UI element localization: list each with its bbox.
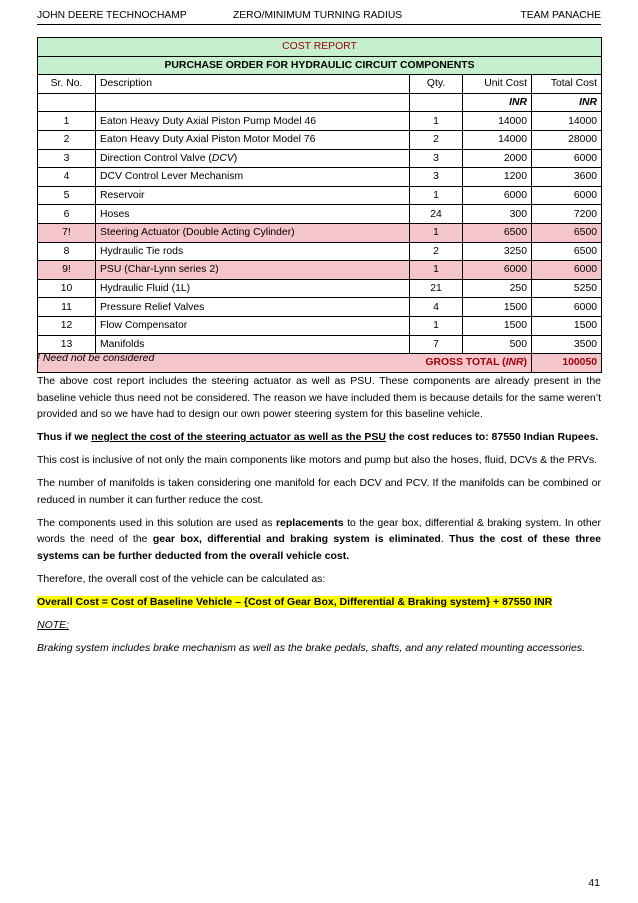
qty-cell: 24: [410, 205, 463, 224]
desc-cell: Eaton Heavy Duty Axial Piston Pump Model 46: [96, 112, 410, 131]
table-row: [38, 242, 602, 261]
desc-cell: Flow Compensator: [96, 316, 410, 335]
qty-cell: 2: [410, 130, 463, 149]
page-number: 41: [588, 877, 600, 889]
para2-underlined: neglect the cost of the steering actuator as well as the PSU: [91, 431, 386, 443]
units-cell: [38, 93, 96, 112]
table-row-excluded: [38, 223, 602, 242]
paragraph-6: Therefore, the overall cost of the vehicle can be calculated as:: [37, 572, 326, 585]
table-row: [38, 130, 602, 149]
para5-bold: replacements: [275, 516, 344, 529]
desc-cell: Hoses: [96, 205, 410, 224]
unit-cell: 14000: [463, 130, 532, 149]
qty-cell: 1: [410, 112, 463, 131]
col-header-sr: Sr. No.: [38, 75, 96, 94]
para5-bold: Thus the cost of these three systems can be further deducted from the overall vehicle cost.: [37, 533, 601, 562]
qty-cell: 21: [410, 279, 463, 298]
unit-cell: 6500: [463, 223, 532, 242]
total-cell: 3600: [532, 168, 602, 187]
note-title: NOTE:: [37, 618, 70, 631]
sr-cell: 3: [38, 149, 96, 168]
cost-report-table: [37, 37, 602, 373]
sr-cell: 4: [38, 168, 96, 187]
gross-label-italic: INR: [505, 357, 524, 369]
header-center: ZERO/MINIMUM TURNING RADIUS: [233, 10, 403, 21]
body-content: [37, 350, 601, 663]
qty-cell: 1: [410, 261, 463, 280]
qty-cell: 3: [410, 168, 463, 187]
total-cell: 6000: [532, 186, 602, 205]
table-row: [38, 186, 602, 205]
sr-cell: 13: [38, 335, 96, 354]
units-cell: INR: [463, 93, 532, 112]
total-cell: 6000: [532, 149, 602, 168]
para5-text: to the gear box, differential & braking system. In other words the need of the: [37, 516, 601, 545]
unit-cell: 1200: [463, 168, 532, 187]
unit-cell: 6000: [463, 186, 532, 205]
footnote: ! Need not be considered: [37, 352, 155, 364]
desc-cell: Pressure Relief Valves: [96, 298, 410, 317]
para2-text: Thus if we: [37, 431, 92, 443]
header-left: JOHN DEERE TECHNOCHAMP: [37, 10, 187, 21]
sr-cell: 12: [38, 316, 96, 335]
qty-cell: 1: [410, 316, 463, 335]
total-cell: 6000: [532, 261, 602, 280]
table-title: COST REPORT: [38, 38, 602, 57]
gross-total-value: 100050: [532, 354, 602, 373]
gross-label-text: ): [523, 357, 527, 369]
table-row: [38, 316, 602, 335]
sr-cell: 6: [38, 205, 96, 224]
unit-cell: 300: [463, 205, 532, 224]
table-subtitle: PURCHASE ORDER FOR HYDRAULIC CIRCUIT COMPONENTS: [38, 56, 602, 75]
total-cell: 6000: [532, 298, 602, 317]
qty-cell: 1: [410, 186, 463, 205]
qty-cell: 4: [410, 298, 463, 317]
total-cell: 6500: [532, 223, 602, 242]
note-text: Braking system includes brake mechanism as well as the brake pedals, shafts, and any related mounting accessories.: [37, 641, 586, 654]
table-row: [38, 149, 602, 168]
col-header-unit: Unit Cost: [463, 75, 532, 94]
para5-text: The components used in this solution are used as: [37, 516, 276, 529]
total-cell: 28000: [532, 130, 602, 149]
total-cell: 5250: [532, 279, 602, 298]
table-row: [38, 298, 602, 317]
desc-cell: Eaton Heavy Duty Axial Piston Motor Model 76: [96, 130, 410, 149]
desc-text: ): [233, 152, 238, 164]
table-row-excluded: [38, 261, 602, 280]
desc-text: Direction Control Valve (: [100, 152, 212, 164]
total-cell: 6500: [532, 242, 602, 261]
col-header-desc: Description: [96, 75, 410, 94]
gross-label-text: GROSS TOTAL (: [425, 357, 506, 369]
desc-cell: Manifolds: [96, 335, 410, 354]
header-right: TEAM PANACHE: [520, 10, 601, 21]
sr-cell: 7!: [38, 223, 96, 242]
paragraph-1: The above cost report includes the steering actuator as well as PSU. These components are already present in the baseline vehicle thus need not be considered. The reason we have included them is because details for the same weren’t provided and so we have had to design our own power steering system for this baseline vehicle.: [37, 375, 601, 420]
total-cell: 7200: [532, 205, 602, 224]
units-cell: [410, 93, 463, 112]
table-row: [38, 112, 602, 131]
sr-cell: 1: [38, 112, 96, 131]
qty-cell: 7: [410, 335, 463, 354]
units-cell: [96, 93, 410, 112]
page-header: [37, 10, 601, 25]
desc-cell: Steering Actuator (Double Acting Cylinder): [96, 223, 410, 242]
desc-cell: Hydraulic Tie rods: [96, 242, 410, 261]
paragraph-3: This cost is inclusive of not only the main components like motors and pump but also the hoses, fluid, DCVs & the PRVs.: [37, 454, 598, 466]
desc-italic: DCV: [211, 152, 234, 164]
paragraph-4: The number of manifolds is taken considering one manifold for each DCV and PCV. If the manifolds can be combined or reduced in number it can further reduce the cost.: [37, 477, 601, 506]
total-cell: 1500: [532, 316, 602, 335]
units-cell: INR: [532, 93, 602, 112]
unit-cell: 2000: [463, 149, 532, 168]
sr-cell: 9!: [38, 261, 96, 280]
unit-cell: 3250: [463, 242, 532, 261]
formula-highlight: Overall Cost = Cost of Baseline Vehicle – {Cost of Gear Box, Differential & Braking system} + 87550 INR: [37, 595, 553, 608]
sr-cell: 11: [38, 298, 96, 317]
table-row: [38, 168, 602, 187]
para2-text: the cost reduces to: 87550 Indian Rupees.: [385, 431, 599, 443]
desc-cell: PSU (Char-Lynn series 2): [96, 261, 410, 280]
qty-cell: 1: [410, 223, 463, 242]
formula-line: [37, 594, 601, 611]
desc-cell: DCV Control Lever Mechanism: [96, 168, 410, 187]
total-cell: 14000: [532, 112, 602, 131]
total-cell: 3500: [532, 335, 602, 354]
sr-cell: 8: [38, 242, 96, 261]
paragraph-2: [37, 429, 601, 446]
col-header-qty: Qty.: [410, 75, 463, 94]
unit-cell: 1500: [463, 316, 532, 335]
unit-cell: 6000: [463, 261, 532, 280]
unit-cell: 250: [463, 279, 532, 298]
desc-cell: Hydraulic Fluid (1L): [96, 279, 410, 298]
paragraph-5: [37, 515, 601, 565]
sr-cell: 5: [38, 186, 96, 205]
qty-cell: 3: [410, 149, 463, 168]
table-row: [38, 279, 602, 298]
desc-cell: Reservoir: [96, 186, 410, 205]
sr-cell: 2: [38, 130, 96, 149]
qty-cell: 2: [410, 242, 463, 261]
unit-cell: 1500: [463, 298, 532, 317]
col-header-total: Total Cost: [532, 75, 602, 94]
unit-cell: 14000: [463, 112, 532, 131]
para5-bold: gear box, differential and braking system is eliminated: [152, 533, 441, 545]
unit-cell: 500: [463, 335, 532, 354]
desc-cell: [96, 149, 410, 168]
sr-cell: 10: [38, 279, 96, 298]
table-row: [38, 205, 602, 224]
para5-text: .: [440, 533, 450, 545]
